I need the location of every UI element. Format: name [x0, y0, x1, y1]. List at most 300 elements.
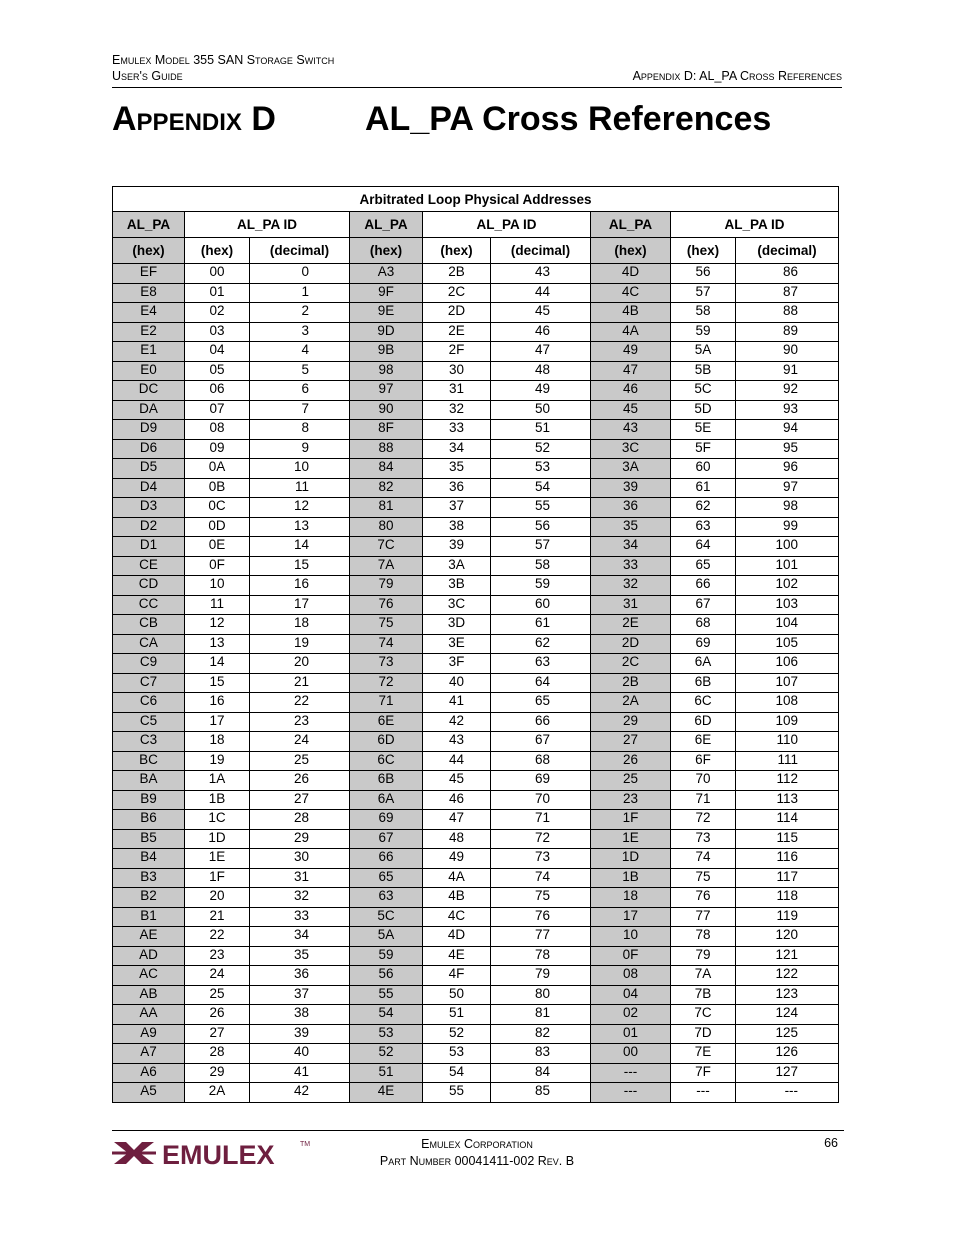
alpa-id-decimal-cell: 105	[736, 634, 839, 654]
alpa-hex-cell: B2	[113, 888, 185, 908]
alpa-id-hex-cell: 17	[185, 712, 250, 732]
alpa-id-decimal-cell: 44	[491, 283, 591, 303]
alpa-id-hex-cell: 59	[671, 322, 736, 342]
alpa-hex-cell: 23	[591, 790, 671, 810]
alpa-hex-cell: 9E	[350, 303, 423, 323]
alpa-id-hex-cell: 20	[185, 888, 250, 908]
alpa-hex-cell: 33	[591, 556, 671, 576]
alpa-hex-cell: 1E	[591, 829, 671, 849]
col-header-alpa-3: AL_PA	[591, 212, 671, 238]
alpa-id-hex-cell: 72	[671, 810, 736, 830]
alpa-id-decimal-cell: 10	[250, 459, 350, 479]
alpa-hex-cell: 88	[350, 439, 423, 459]
alpa-hex-cell: 10	[591, 927, 671, 947]
alpa-hex-cell: 54	[350, 1005, 423, 1025]
alpa-id-decimal-cell: 75	[491, 888, 591, 908]
alpa-hex-cell: 84	[350, 459, 423, 479]
alpa-id-hex-cell: 6F	[671, 751, 736, 771]
alpa-id-hex-cell: 4D	[423, 927, 491, 947]
alpa-id-decimal-cell: 8	[250, 420, 350, 440]
alpa-id-decimal-cell: 12	[250, 498, 350, 518]
alpa-id-hex-cell: 65	[671, 556, 736, 576]
alpa-hex-cell: 63	[350, 888, 423, 908]
header-guide: User's Guide	[112, 69, 183, 83]
alpa-hex-cell: D6	[113, 439, 185, 459]
sub-header-hex: (hex)	[591, 238, 671, 264]
alpa-id-hex-cell: 4C	[423, 907, 491, 927]
alpa-id-hex-cell: 22	[185, 927, 250, 947]
alpa-hex-cell: 81	[350, 498, 423, 518]
alpa-id-hex-cell: 2D	[423, 303, 491, 323]
alpa-id-hex-cell: 5C	[671, 381, 736, 401]
alpa-hex-cell: 31	[591, 595, 671, 615]
alpa-hex-cell: 9B	[350, 342, 423, 362]
alpa-id-decimal-cell: 112	[736, 771, 839, 791]
alpa-id-decimal-cell: 50	[491, 400, 591, 420]
alpa-id-decimal-cell: 114	[736, 810, 839, 830]
footer-part-number: Part Number 00041411-002 Rev. B	[379, 1154, 575, 1168]
alpa-id-decimal-cell: 28	[250, 810, 350, 830]
alpa-hex-cell: AD	[113, 946, 185, 966]
alpa-id-decimal-cell: 47	[491, 342, 591, 362]
header-product: Emulex Model 355 SAN Storage Switch	[112, 53, 335, 67]
alpa-id-hex-cell: 78	[671, 927, 736, 947]
alpa-id-hex-cell: 44	[423, 751, 491, 771]
alpa-id-decimal-cell: 124	[736, 1005, 839, 1025]
alpa-id-decimal-cell: 95	[736, 439, 839, 459]
alpa-id-hex-cell: 7F	[671, 1063, 736, 1083]
alpa-hex-cell: 1F	[591, 810, 671, 830]
sub-header-hex: (hex)	[423, 238, 491, 264]
alpa-id-decimal-cell: 88	[736, 303, 839, 323]
alpa-hex-cell: 51	[350, 1063, 423, 1083]
alpa-hex-cell: 2D	[591, 634, 671, 654]
alpa-id-hex-cell: 32	[423, 400, 491, 420]
table-row	[113, 693, 839, 713]
alpa-id-hex-cell: 06	[185, 381, 250, 401]
alpa-hex-cell: C7	[113, 673, 185, 693]
alpa-hex-cell: 49	[591, 342, 671, 362]
alpa-id-decimal-cell: 34	[250, 927, 350, 947]
alpa-hex-cell: 6A	[350, 790, 423, 810]
alpa-id-decimal-cell: 42	[250, 1083, 350, 1103]
logo-wordmark: EMULEX	[162, 1140, 275, 1170]
alpa-id-hex-cell: 63	[671, 517, 736, 537]
col-header-alpa-id-1: AL_PA ID	[185, 212, 350, 238]
alpa-id-hex-cell: 73	[671, 829, 736, 849]
alpa-id-hex-cell: 46	[423, 790, 491, 810]
alpa-hex-cell: 71	[350, 693, 423, 713]
alpa-id-decimal-cell: 0	[250, 264, 350, 284]
alpa-id-decimal-cell: 57	[491, 537, 591, 557]
alpa-hex-cell: CB	[113, 615, 185, 635]
alpa-id-hex-cell: 71	[671, 790, 736, 810]
alpa-hex-cell: BC	[113, 751, 185, 771]
alpa-hex-cell: 08	[591, 966, 671, 986]
alpa-hex-cell: 4C	[591, 283, 671, 303]
alpa-hex-cell: A7	[113, 1044, 185, 1064]
table-row	[113, 537, 839, 557]
alpa-id-hex-cell: 57	[671, 283, 736, 303]
alpa-id-decimal-cell: 4	[250, 342, 350, 362]
alpa-id-hex-cell: 0A	[185, 459, 250, 479]
alpa-id-hex-cell: 7C	[671, 1005, 736, 1025]
table-row	[113, 751, 839, 771]
alpa-id-hex-cell: 26	[185, 1005, 250, 1025]
alpa-hex-cell: C5	[113, 712, 185, 732]
alpa-id-hex-cell: 23	[185, 946, 250, 966]
alpa-hex-cell: 02	[591, 1005, 671, 1025]
alpa-hex-cell: 32	[591, 576, 671, 596]
alpa-id-decimal-cell: 122	[736, 966, 839, 986]
table-row	[113, 478, 839, 498]
alpa-id-hex-cell: 47	[423, 810, 491, 830]
alpa-id-hex-cell: 68	[671, 615, 736, 635]
alpa-id-decimal-cell: 120	[736, 927, 839, 947]
alpa-id-hex-cell: 6D	[671, 712, 736, 732]
alpa-id-decimal-cell: 121	[736, 946, 839, 966]
alpa-id-decimal-cell: 81	[491, 1005, 591, 1025]
alpa-id-hex-cell: 33	[423, 420, 491, 440]
alpa-id-decimal-cell: 51	[491, 420, 591, 440]
alpa-id-decimal-cell: 126	[736, 1044, 839, 1064]
alpa-id-hex-cell: 35	[423, 459, 491, 479]
table-caption: Arbitrated Loop Physical Addresses	[113, 187, 839, 212]
alpa-hex-cell: 1B	[591, 868, 671, 888]
alpa-id-decimal-cell: 62	[491, 634, 591, 654]
alpa-id-hex-cell: 67	[671, 595, 736, 615]
col-header-alpa-id-2: AL_PA ID	[423, 212, 591, 238]
alpa-hex-cell: D1	[113, 537, 185, 557]
alpa-id-hex-cell: 75	[671, 868, 736, 888]
alpa-id-hex-cell: 19	[185, 751, 250, 771]
sub-header-decimal: (decimal)	[491, 238, 591, 264]
alpa-id-decimal-cell: 6	[250, 381, 350, 401]
alpa-id-decimal-cell: 85	[491, 1083, 591, 1103]
table-row	[113, 264, 839, 284]
alpa-hex-cell: 2B	[591, 673, 671, 693]
alpa-id-decimal-cell: 84	[491, 1063, 591, 1083]
alpa-id-hex-cell: 18	[185, 732, 250, 752]
alpa-id-hex-cell: 6E	[671, 732, 736, 752]
alpa-hex-cell: 5A	[350, 927, 423, 947]
alpa-id-hex-cell: 0B	[185, 478, 250, 498]
alpa-id-decimal-cell: 96	[736, 459, 839, 479]
alpa-hex-cell: 5C	[350, 907, 423, 927]
alpa-id-hex-cell: ---	[671, 1083, 736, 1103]
alpa-hex-cell: 55	[350, 985, 423, 1005]
alpa-id-hex-cell: 77	[671, 907, 736, 927]
alpa-hex-cell: 4B	[591, 303, 671, 323]
alpa-id-decimal-cell: 33	[250, 907, 350, 927]
alpa-id-decimal-cell: 89	[736, 322, 839, 342]
table-row	[113, 342, 839, 362]
alpa-id-decimal-cell: 61	[491, 615, 591, 635]
alpa-hex-cell: 4D	[591, 264, 671, 284]
alpa-id-decimal-cell: 19	[250, 634, 350, 654]
alpa-id-decimal-cell: 55	[491, 498, 591, 518]
alpa-id-decimal-cell: 24	[250, 732, 350, 752]
alpa-id-hex-cell: 55	[423, 1083, 491, 1103]
alpa-id-decimal-cell: 67	[491, 732, 591, 752]
appendix-label: Appendix D	[112, 100, 276, 138]
footer-company: Emulex Corporation	[421, 1137, 533, 1151]
alpa-id-decimal-cell: 27	[250, 790, 350, 810]
alpa-id-hex-cell: 69	[671, 634, 736, 654]
alpa-id-decimal-cell: 1	[250, 283, 350, 303]
alpa-hex-cell: B9	[113, 790, 185, 810]
alpa-id-decimal-cell: 39	[250, 1024, 350, 1044]
table-row	[113, 303, 839, 323]
alpa-id-decimal-cell: 68	[491, 751, 591, 771]
alpa-id-hex-cell: 0E	[185, 537, 250, 557]
logo-trademark: TM	[300, 1141, 311, 1148]
alpa-id-decimal-cell: 101	[736, 556, 839, 576]
alpa-hex-cell: DA	[113, 400, 185, 420]
alpa-hex-cell: 7C	[350, 537, 423, 557]
table-row	[113, 517, 839, 537]
sub-header-hex: (hex)	[671, 238, 736, 264]
alpa-hex-cell: AC	[113, 966, 185, 986]
alpa-hex-cell: 1D	[591, 849, 671, 869]
table-row	[113, 829, 839, 849]
alpa-id-decimal-cell: 93	[736, 400, 839, 420]
alpa-hex-cell: 65	[350, 868, 423, 888]
alpa-hex-cell: 9D	[350, 322, 423, 342]
alpa-id-hex-cell: 79	[671, 946, 736, 966]
col-header-alpa-2: AL_PA	[350, 212, 423, 238]
alpa-hex-cell: 53	[350, 1024, 423, 1044]
alpa-id-decimal-cell: 106	[736, 654, 839, 674]
alpa-id-hex-cell: 2C	[423, 283, 491, 303]
sub-header-decimal: (decimal)	[736, 238, 839, 264]
alpa-hex-cell: 59	[350, 946, 423, 966]
alpa-id-decimal-cell: 20	[250, 654, 350, 674]
alpa-id-decimal-cell: 7	[250, 400, 350, 420]
alpa-id-hex-cell: 1B	[185, 790, 250, 810]
alpa-id-decimal-cell: 90	[736, 342, 839, 362]
page-title: AL_PA Cross References	[365, 100, 772, 138]
alpa-id-hex-cell: 40	[423, 673, 491, 693]
alpa-hex-cell: 75	[350, 615, 423, 635]
alpa-id-decimal-cell: 125	[736, 1024, 839, 1044]
alpa-hex-cell: A3	[350, 264, 423, 284]
alpa-hex-cell: 72	[350, 673, 423, 693]
running-header-left	[112, 52, 334, 84]
alpa-id-hex-cell: 52	[423, 1024, 491, 1044]
alpa-hex-cell: 45	[591, 400, 671, 420]
alpa-id-decimal-cell: 26	[250, 771, 350, 791]
alpa-id-decimal-cell: 103	[736, 595, 839, 615]
table-row	[113, 946, 839, 966]
alpa-hex-cell: 18	[591, 888, 671, 908]
alpa-id-hex-cell: 34	[423, 439, 491, 459]
alpa-id-hex-cell: 37	[423, 498, 491, 518]
alpa-id-decimal-cell: 48	[491, 361, 591, 381]
alpa-id-decimal-cell: 32	[250, 888, 350, 908]
alpa-id-decimal-cell: 30	[250, 849, 350, 869]
alpa-id-hex-cell: 2A	[185, 1083, 250, 1103]
table-row	[113, 712, 839, 732]
alpa-id-decimal-cell: 108	[736, 693, 839, 713]
alpa-id-hex-cell: 1C	[185, 810, 250, 830]
alpa-hex-cell: BA	[113, 771, 185, 791]
table-row	[113, 868, 839, 888]
alpa-hex-cell: 36	[591, 498, 671, 518]
alpa-id-decimal-cell: 94	[736, 420, 839, 440]
alpa-id-hex-cell: 58	[671, 303, 736, 323]
alpa-id-hex-cell: 0D	[185, 517, 250, 537]
alpa-hex-cell: 04	[591, 985, 671, 1005]
alpa-id-hex-cell: 08	[185, 420, 250, 440]
table-row	[113, 498, 839, 518]
alpa-hex-cell: 39	[591, 478, 671, 498]
alpa-hex-cell: 8F	[350, 420, 423, 440]
alpa-id-decimal-cell: 113	[736, 790, 839, 810]
table-row	[113, 907, 839, 927]
alpa-id-decimal-cell: 2	[250, 303, 350, 323]
alpa-hex-cell: 46	[591, 381, 671, 401]
alpa-id-hex-cell: 36	[423, 478, 491, 498]
alpa-hex-cell: AB	[113, 985, 185, 1005]
alpa-id-decimal-cell: 53	[491, 459, 591, 479]
alpa-id-decimal-cell: 15	[250, 556, 350, 576]
alpa-id-hex-cell: 41	[423, 693, 491, 713]
table-row	[113, 322, 839, 342]
alpa-hex-cell: 01	[591, 1024, 671, 1044]
alpa-hex-cell: 4A	[591, 322, 671, 342]
alpa-id-hex-cell: 02	[185, 303, 250, 323]
alpa-id-decimal-cell: 87	[736, 283, 839, 303]
alpa-id-hex-cell: 1F	[185, 868, 250, 888]
alpa-id-hex-cell: 7D	[671, 1024, 736, 1044]
alpa-id-hex-cell: 27	[185, 1024, 250, 1044]
table-row	[113, 381, 839, 401]
alpa-hex-cell: 67	[350, 829, 423, 849]
alpa-id-hex-cell: 54	[423, 1063, 491, 1083]
alpa-hex-cell: 4E	[350, 1083, 423, 1103]
alpa-id-decimal-cell: 127	[736, 1063, 839, 1083]
alpa-id-hex-cell: 60	[671, 459, 736, 479]
alpa-hex-cell: B6	[113, 810, 185, 830]
alpa-id-hex-cell: 0F	[185, 556, 250, 576]
alpa-id-hex-cell: 45	[423, 771, 491, 791]
alpa-hex-cell: 3C	[591, 439, 671, 459]
alpa-id-hex-cell: 7E	[671, 1044, 736, 1064]
alpa-id-hex-cell: 6C	[671, 693, 736, 713]
alpa-id-decimal-cell: 64	[491, 673, 591, 693]
alpa-hex-cell: B5	[113, 829, 185, 849]
alpa-hex-cell: 82	[350, 478, 423, 498]
header-rule	[112, 87, 842, 88]
alpa-id-hex-cell: 09	[185, 439, 250, 459]
alpa-id-decimal-cell: 59	[491, 576, 591, 596]
alpa-hex-cell: CE	[113, 556, 185, 576]
alpa-id-decimal-cell: 91	[736, 361, 839, 381]
alpa-id-hex-cell: 28	[185, 1044, 250, 1064]
alpa-id-hex-cell: 12	[185, 615, 250, 635]
table-row	[113, 673, 839, 693]
alpa-hex-cell: 3A	[591, 459, 671, 479]
alpa-id-hex-cell: 4E	[423, 946, 491, 966]
alpa-id-decimal-cell: 92	[736, 381, 839, 401]
alpa-id-decimal-cell: 29	[250, 829, 350, 849]
alpa-id-decimal-cell: 118	[736, 888, 839, 908]
alpa-id-hex-cell: 62	[671, 498, 736, 518]
table-row	[113, 810, 839, 830]
footer-rule	[112, 1130, 844, 1131]
alpa-id-hex-cell: 31	[423, 381, 491, 401]
table-row	[113, 1024, 839, 1044]
alpa-id-hex-cell: 07	[185, 400, 250, 420]
alpa-id-decimal-cell: 17	[250, 595, 350, 615]
alpa-id-hex-cell: 3F	[423, 654, 491, 674]
table-body	[113, 264, 839, 1103]
alpa-hex-cell: ---	[591, 1083, 671, 1103]
alpa-id-decimal-cell: 115	[736, 829, 839, 849]
alpa-id-hex-cell: 01	[185, 283, 250, 303]
alpa-hex-cell: D9	[113, 420, 185, 440]
alpa-id-hex-cell: 21	[185, 907, 250, 927]
alpa-hex-cell: D2	[113, 517, 185, 537]
alpa-id-hex-cell: 2F	[423, 342, 491, 362]
alpa-id-hex-cell: 74	[671, 849, 736, 869]
alpa-id-decimal-cell: 37	[250, 985, 350, 1005]
alpa-id-decimal-cell: 3	[250, 322, 350, 342]
alpa-id-hex-cell: 2E	[423, 322, 491, 342]
alpa-id-decimal-cell: 66	[491, 712, 591, 732]
alpa-hex-cell: C6	[113, 693, 185, 713]
alpa-id-decimal-cell: 22	[250, 693, 350, 713]
alpa-hex-cell: 9F	[350, 283, 423, 303]
alpa-hex-cell: 26	[591, 751, 671, 771]
alpa-id-decimal-cell: 79	[491, 966, 591, 986]
table-row	[113, 459, 839, 479]
alpa-id-hex-cell: 64	[671, 537, 736, 557]
alpa-id-decimal-cell: 13	[250, 517, 350, 537]
alpa-hex-cell: CC	[113, 595, 185, 615]
alpa-id-decimal-cell: 97	[736, 478, 839, 498]
alpa-id-decimal-cell: 77	[491, 927, 591, 947]
alpa-hex-cell: 17	[591, 907, 671, 927]
alpa-id-hex-cell: 0C	[185, 498, 250, 518]
table-row	[113, 420, 839, 440]
alpa-id-decimal-cell: 5	[250, 361, 350, 381]
alpa-id-decimal-cell: 117	[736, 868, 839, 888]
alpa-hex-cell: 97	[350, 381, 423, 401]
alpa-id-decimal-cell: 102	[736, 576, 839, 596]
alpa-id-hex-cell: 7A	[671, 966, 736, 986]
alpa-hex-cell: 2C	[591, 654, 671, 674]
alpa-id-hex-cell: 50	[423, 985, 491, 1005]
alpa-id-decimal-cell: 109	[736, 712, 839, 732]
alpa-hex-cell: D5	[113, 459, 185, 479]
alpa-id-hex-cell: 53	[423, 1044, 491, 1064]
alpa-id-decimal-cell: 60	[491, 595, 591, 615]
alpa-id-hex-cell: 51	[423, 1005, 491, 1025]
alpa-id-hex-cell: 16	[185, 693, 250, 713]
alpa-id-hex-cell: 05	[185, 361, 250, 381]
alpa-hex-cell: 47	[591, 361, 671, 381]
table-row	[113, 927, 839, 947]
alpa-hex-cell: 43	[591, 420, 671, 440]
alpa-id-decimal-cell: 73	[491, 849, 591, 869]
header-section: Appendix D: AL_PA Cross References	[632, 69, 842, 83]
alpa-id-decimal-cell: 23	[250, 712, 350, 732]
table-row	[113, 400, 839, 420]
alpa-id-hex-cell: 43	[423, 732, 491, 752]
alpa-id-hex-cell: 3E	[423, 634, 491, 654]
